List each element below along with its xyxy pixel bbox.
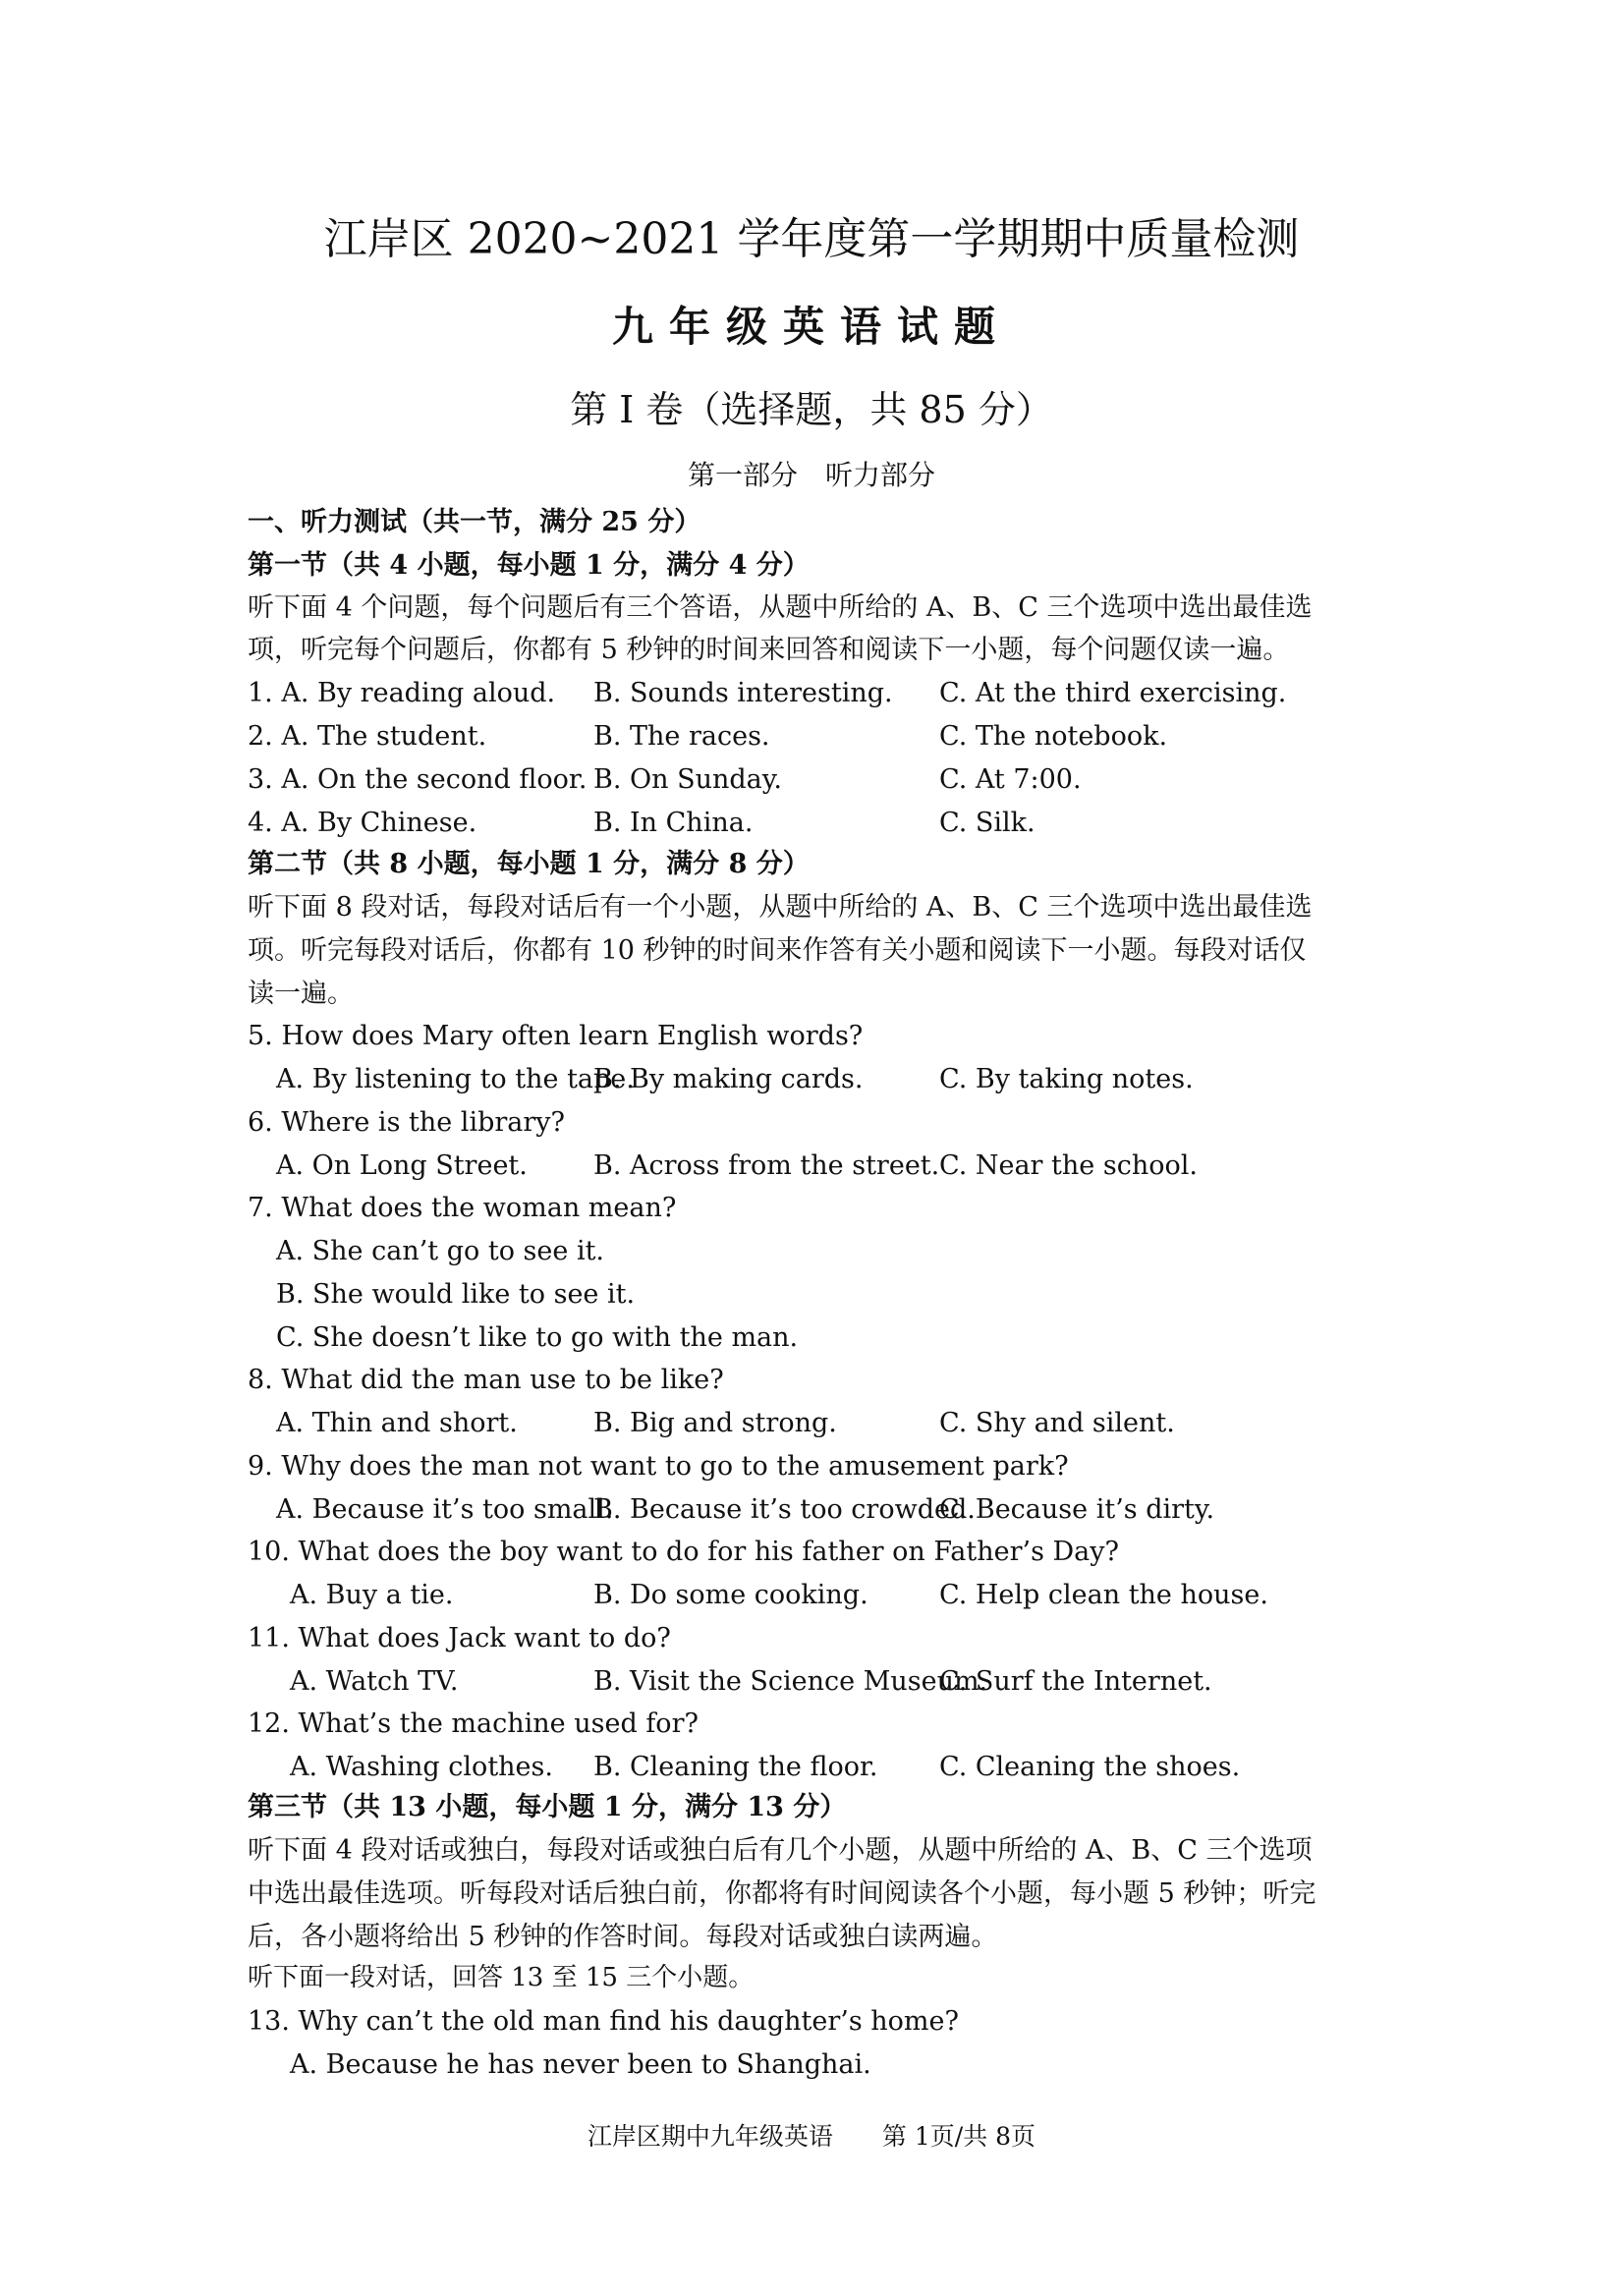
question-option: C. At 7:00. xyxy=(939,764,1082,795)
question-option: A. Watch TV. xyxy=(290,1666,459,1697)
question-option: C. Cleaning the shoes. xyxy=(939,1752,1241,1782)
exam-title: 江岸区 2020~2021 学年度第一学期期中质量检测 xyxy=(323,214,1300,264)
sec3-instruction: 后，各小题将给出 5 秒钟的作答时间。每段对话或独白读两遍。 xyxy=(248,1922,998,1952)
question-option: B. Because it’s too crowded. xyxy=(593,1494,976,1525)
question-option: C. Near the school. xyxy=(939,1150,1198,1181)
part-title: 第一部分 听力部分 xyxy=(687,459,935,491)
question-stem: 10. What does the boy want to do for his father on Father’s Day? xyxy=(248,1537,1120,1567)
sec3-heading: 第三节（共 13 小题，每小题 1 分，满分 13 分） xyxy=(248,1792,847,1822)
question-option: A. Because he has never been to Shanghai. xyxy=(290,2049,871,2080)
section-heading: 一、听力测试（共一节，满分 25 分） xyxy=(248,507,701,537)
question-option: 3. A. On the second floor. xyxy=(248,764,588,795)
question-option: C. Surf the Internet. xyxy=(939,1666,1212,1697)
sec3-instruction: 中选出最佳选项。听每段对话后独白前，你都将有时间阅读各个小题，每小题 5 秒钟；听完 xyxy=(248,1878,1316,1909)
question-option: B. On Sunday. xyxy=(593,764,783,795)
question-option: B. Across from the street. xyxy=(593,1150,940,1181)
question-option: A. Because it’s too small. xyxy=(276,1494,614,1525)
question-option: B. In China. xyxy=(593,808,754,838)
sec1-instruction: 听下面 4 个问题，每个问题后有三个答语，从题中所给的 A、B、C 三个选项中选出最佳选 xyxy=(248,592,1313,623)
sec2-instruction: 读一遍。 xyxy=(248,979,354,1009)
question-option: B. By making cards. xyxy=(593,1064,864,1094)
question-option: C. The notebook. xyxy=(939,721,1168,752)
sec2-instruction: 项。听完每段对话后，你都有 10 秒钟的时间来作答有关小题和阅读下一小题。每段对话仅 xyxy=(248,935,1307,966)
volume-title: 第 I 卷（选择题，共 85 分） xyxy=(570,388,1053,431)
sec2-instruction: 听下面 8 段对话，每段对话后有一个小题，从题中所给的 A、B、C 三个选项中选出最佳选 xyxy=(248,892,1313,923)
question-option: B. Sounds interesting. xyxy=(593,678,893,708)
question-option: A. Buy a tie. xyxy=(290,1580,454,1610)
question-stem: 11. What does Jack want to do? xyxy=(248,1623,671,1653)
question-option: C. Help clean the house. xyxy=(939,1580,1268,1610)
question-option: A. Washing clothes. xyxy=(290,1752,553,1782)
question-option: A. Thin and short. xyxy=(276,1408,518,1438)
question-stem: 8. What did the man use to be like? xyxy=(248,1365,724,1395)
question-option: C. Because it’s dirty. xyxy=(939,1494,1215,1525)
question-option: A. On Long Street. xyxy=(276,1150,528,1181)
question-option: C. She doesn’t like to go with the man. xyxy=(276,1322,799,1353)
sec2-heading: 第二节（共 8 小题，每小题 1 分，满分 8 分） xyxy=(248,849,810,879)
question-option: C. Silk. xyxy=(939,808,1035,838)
page-footer: 江岸区期中九年级英语 第 1页/共 8页 xyxy=(587,2122,1036,2151)
sec3-instruction: 听下面 4 段对话或独白，每段对话或独白后有几个小题，从题中所给的 A、B、C 三个选项 xyxy=(248,1835,1313,1866)
question-stem: 5. How does Mary often learn English words? xyxy=(248,1021,864,1051)
sec3-sub-instruction: 听下面一段对话，回答 13 至 15 三个小题。 xyxy=(248,1963,755,1992)
question-option: A. By listening to the tape. xyxy=(276,1064,635,1094)
question-stem: 6. Where is the library? xyxy=(248,1107,565,1138)
question-option: A. She can’t go to see it. xyxy=(276,1236,605,1266)
question-option: B. Visit the Science Museum. xyxy=(593,1666,988,1697)
question-option: 1. A. By reading aloud. xyxy=(248,678,556,708)
question-option: B. The races. xyxy=(593,721,770,752)
question-option: B. Cleaning the floor. xyxy=(593,1752,878,1782)
sec1-heading: 第一节（共 4 小题，每小题 1 分，满分 4 分） xyxy=(248,550,810,581)
question-stem: 12. What’s the machine used for? xyxy=(248,1708,699,1739)
question-stem: 9. Why does the man not want to go to the amusement park? xyxy=(248,1451,1069,1482)
question-option: B. Big and strong. xyxy=(593,1408,837,1438)
question-option: C. By taking notes. xyxy=(939,1064,1194,1094)
question-option: B. Do some cooking. xyxy=(593,1580,868,1610)
question-option: B. She would like to see it. xyxy=(276,1279,636,1310)
question-option: C. Shy and silent. xyxy=(939,1408,1175,1438)
question-option: 4. A. By Chinese. xyxy=(248,808,477,838)
question-option: C. At the third exercising. xyxy=(939,678,1287,708)
question-stem: 7. What does the woman mean? xyxy=(248,1193,677,1223)
question-option: 2. A. The student. xyxy=(248,721,487,752)
question-stem: 13. Why can’t the old man find his daughter’s home? xyxy=(248,2006,959,2037)
exam-subtitle: 九年级英语试题 xyxy=(611,303,1011,351)
sec1-instruction: 项，听完每个问题后，你都有 5 秒钟的时间来回答和阅读下一小题，每个问题仅读一遍。 xyxy=(248,635,1290,665)
